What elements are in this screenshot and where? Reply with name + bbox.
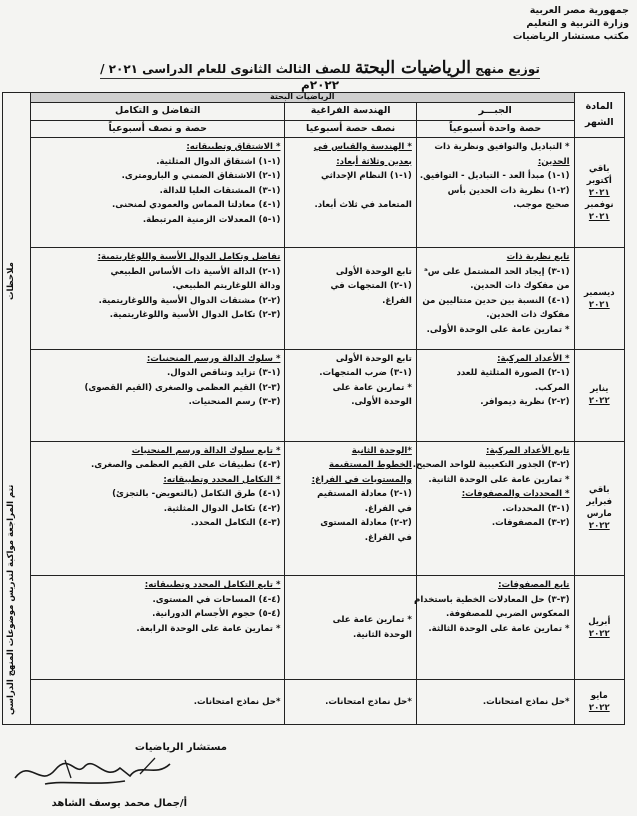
notes-label: ملاحظات bbox=[6, 262, 16, 300]
calculus-cell: * تابع التكامل المحدد وتطبيقاته: (٤-٤) المساحات في المستوى. (٤-٥) حجوم الأجسام الدورانية. * تمارين عامة على الوحدة الرابعة. bbox=[31, 576, 285, 680]
table-row bbox=[31, 138, 625, 248]
calculus-cell: * تابع سلوك الدالة ورسم المنحنيات (٣-٤) تطبيقات على القيم العظمى والصغرى. * التكامل المحدد وتطبيقاته: (١-٤) طرق التكامل (بالتعويض- بالتجزئ) (٢-٤) تكامل الدوال المثلثية. (٣-٤) التكامل المحدد. bbox=[31, 441, 285, 576]
page-title bbox=[100, 58, 540, 92]
month-column-header: المادة الشهر bbox=[574, 93, 624, 138]
periods-algebra: حصة واحدة أسبوعياً bbox=[416, 120, 574, 138]
geometry-cell: * تمارين عامة على الوحدة الثانية. bbox=[285, 576, 416, 680]
header-line-1: جمهورية مصر العربية bbox=[529, 5, 629, 16]
geometry-cell: *الوحدة الثانية الخطوط المستقيمة والمستويات في الفراغ: (١-٢) معادلة المستقيم في الفراغ. (٢-٢) معادلة المستوى في الفراغ. bbox=[285, 441, 416, 576]
column-calculus: التفاضل و التكامل bbox=[31, 103, 285, 121]
periods-geometry: نصف حصة أسبوعيا bbox=[285, 120, 416, 138]
handwritten-signature bbox=[5, 748, 195, 798]
algebra-cell: تابع الأعداد المركبة: (٢-٣) الجذور التكعيبية للواحد الصحيح. * تمارين عامة على الوحدة الثانية. * المحددات والمصفوفات: (١-٣) المحددات. (٢-٣) المصفوفات. bbox=[416, 441, 574, 576]
table-row bbox=[31, 349, 625, 441]
table-row bbox=[31, 576, 625, 680]
calculus-cell: * الاشتقاق وتطبيقاته: (١-١) اشتقاق الدوال المثلثية. (١-٢) الاشتقاق الضمني و البارومترى. (١-٣) المشتقات العليا للدالة. (١-٤) معادلتا المماس والعمودي لمنحنى. (١-٥) المعدلات الزمنية المرتبطة. bbox=[31, 138, 285, 248]
algebra-cell: تابع المصفوفات: (٣-٣) حل المعادلات الخطية باستخدام المعكوس الضربي للمصفوفة. * تمارين عامة على الوحدة الثالثة. bbox=[416, 576, 574, 680]
month-cell: مايو ٢٠٢٢ bbox=[574, 680, 624, 725]
title-subject: الرياضيات البحتة bbox=[354, 58, 471, 78]
column-geometry: الهندسة الفراغية bbox=[285, 103, 416, 121]
calculus-cell: * سلوك الدالة ورسم المنحنيات: (١-٣) تزايد وتناقص الدوال. (٣-٢) القيم العظمى والصغرى (القيم القصوى) (٣-٣) رسم المنحنيات. bbox=[31, 349, 285, 441]
title-suffix: للصف الثالث الثانوى للعام الدراسى ٢٠٢١ / ٢٠٢٢م bbox=[100, 62, 351, 92]
signer-name: أ/جمال محمد يوسف الشاهد bbox=[51, 798, 187, 809]
table-row bbox=[31, 680, 625, 725]
calculus-cell: تفاضل وتكامل الدوال الأسية واللوغاريتمية: (١-٢) الدالة الأسية ذات الأساس الطبيعي ودالة اللوغاريتم الطبيعي. (٢-٢) مشتقات الدوال الأسية واللوغاريتمية. (٣-٢) تكامل الدوال الأسية واللوغاريتمية. bbox=[31, 248, 285, 350]
review-note: تتم المراجعة مواكبة لتدريس موضوعات المنهج الدراسي bbox=[6, 484, 16, 715]
periods-calculus: حصة و نصف أسبوعياً bbox=[31, 120, 285, 138]
table-row bbox=[31, 248, 625, 350]
geometry-cell: تابع الوحدة الأولى (١-٢) المتجهات في الفراغ. bbox=[285, 248, 416, 350]
month-cell: أبريل ٢٠٢٢ bbox=[574, 576, 624, 680]
ministry-header bbox=[513, 4, 629, 43]
algebra-cell: تابع نظرية ذات (١-٣) إيجاد الحد المشتمل على سᵃ من مفكوك ذات الحدين. (١-٤) النسبة بين حدين متتاليين من مفكوك ذات الحدين. * تمارين عامة على الوحدة الأولى. bbox=[416, 248, 574, 350]
calculus-cell: *حل نماذج امتحانات. bbox=[31, 680, 285, 725]
geometry-cell: *حل نماذج امتحانات. bbox=[285, 680, 416, 725]
month-cell: ديسمبر ٢٠٢١ bbox=[574, 248, 624, 350]
geometry-cell: تابع الوحدة الأولى (١-٣) ضرب المتجهات. * تمارين عامة على الوحدة الأولى. bbox=[285, 349, 416, 441]
month-cell: باقي فبراير مارس ٢٠٢٢ bbox=[574, 441, 624, 576]
header-line-3: مكتب مستشار الرياضيات bbox=[512, 31, 629, 42]
month-cell: يناير ٢٠٢٢ bbox=[574, 349, 624, 441]
algebra-cell: * الأعداد المركبة: (١-٢) الصورة المثلثية للعدد المركب. (٢-٢) نظرية ديموافر. bbox=[416, 349, 574, 441]
column-algebra: الجبـــر bbox=[416, 103, 574, 121]
curriculum-table bbox=[30, 92, 625, 725]
geometry-cell: * الهندسة والقياس في بعدين وثلاثة أبعاد: (١-١) النظام الإحداثي المتعامد في ثلاث أبعاد. bbox=[285, 138, 416, 248]
title-underline bbox=[100, 78, 540, 79]
table-row bbox=[31, 441, 625, 576]
signer-role: مستشار الرياضيات bbox=[134, 742, 227, 753]
algebra-cell: * التباديل والتوافيق ونظرية ذات الحدين: (١-١) مبدأ العد - التباديل - التوافيق. (٢-١) نظرية ذات الحدين بأس صحيح موجب. bbox=[416, 138, 574, 248]
algebra-cell: *حل نماذج امتحانات. bbox=[416, 680, 574, 725]
title-prefix: توزيع منهج bbox=[475, 62, 540, 76]
subject-band: الرياضيات البحتة bbox=[31, 93, 575, 103]
month-cell: باقي أكتوبر ٢٠٢١ نوفمبر ٢٠٢١ bbox=[574, 138, 624, 248]
header-line-2: وزارة التربية و التعليم bbox=[526, 18, 629, 29]
